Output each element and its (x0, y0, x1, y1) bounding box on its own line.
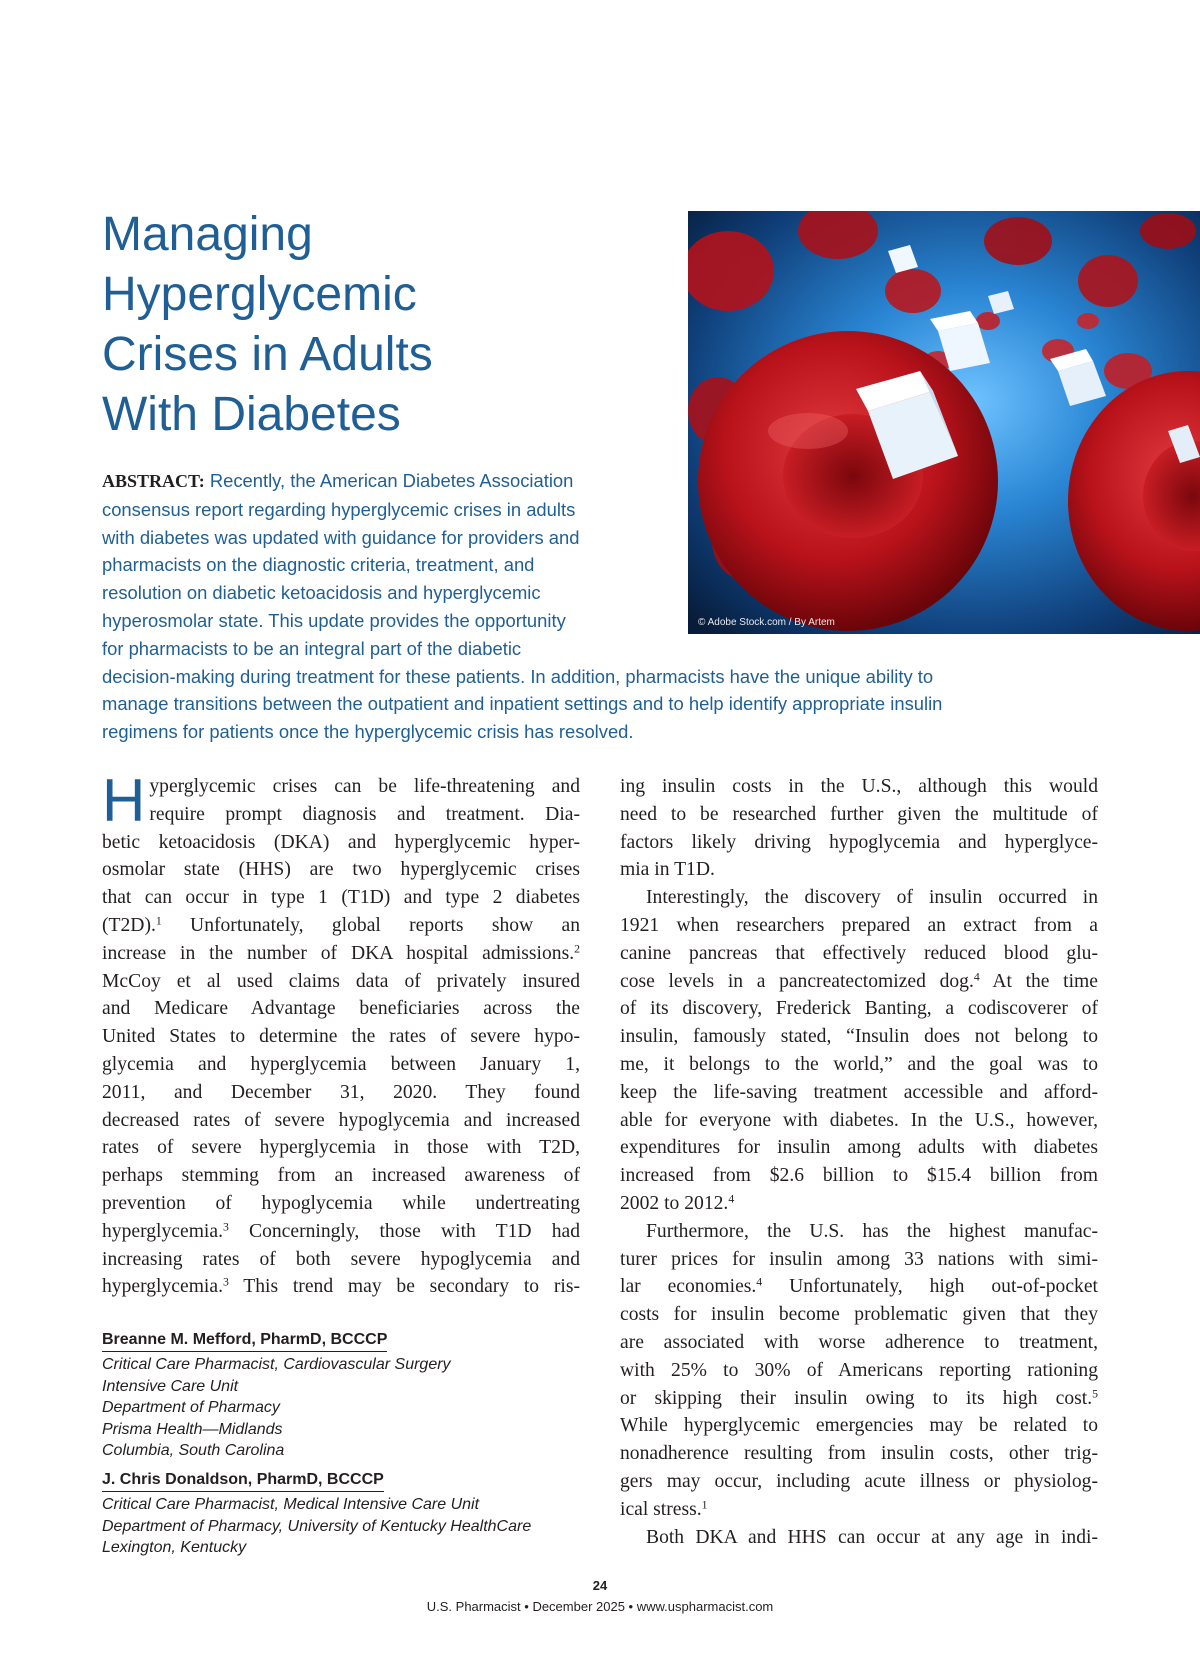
article-title (102, 205, 662, 445)
abstract-label: ABSTRACT: (102, 471, 205, 491)
citation: 4 (973, 970, 980, 984)
publication-footer: U.S. Pharmacist • December 2025 • www.uspharmacist.com (426, 1599, 774, 1614)
body-line: me, it belongs to the world,” and the goal was to (620, 1053, 1098, 1075)
body-line: factors likely driving hypoglycemia and hyperglyce- (620, 831, 1098, 853)
body-line: rates of severe hyperglycemia in those with T2D, (102, 1137, 580, 1159)
citation: 2 (574, 942, 580, 956)
citation: 4 (756, 1275, 763, 1289)
body-line: are associated with worse adherence to treatment, (620, 1331, 1098, 1353)
body-line: require prompt diagnosis and treatment. Dia- (149, 803, 580, 825)
title-line: Hyperglycemic (102, 268, 417, 321)
body-line: mia in T1D. (620, 859, 715, 881)
abstract-line: resolution on diabetic ketoacidosis and hyperglycemic (102, 582, 541, 604)
body-line: expenditures for insulin among adults with diabetes (620, 1137, 1098, 1159)
author-block-2 (102, 1470, 602, 1559)
body-line: perhaps stemming from an increased awareness of (102, 1165, 580, 1187)
abstract-line: consensus report regarding hyperglycemic crises in adults (102, 498, 576, 520)
citation: 3 (222, 1275, 229, 1289)
title-line: Crises in Adults (102, 328, 433, 381)
abstract-line: with diabetes was updated with guidance for providers and (102, 526, 580, 548)
body-line: of its discovery, Frederick Banting, a codiscoverer of (620, 998, 1098, 1020)
title-line: With Diabetes (102, 388, 401, 441)
body-line: osmolar state (HHS) are two hyperglycemic crises (102, 859, 580, 881)
body-column-left (102, 767, 580, 1301)
citation: 1 (701, 1498, 708, 1512)
author-name: Breanne M. Mefford, PharmD, BCCCP (102, 1330, 387, 1352)
body-line: Interestingly, the discovery of insulin occurred in (646, 887, 1098, 909)
body-line: ing insulin costs in the U.S., although this would (620, 776, 1098, 797)
body-line: (T2D).$^1$ Unfortunately, global reports show an (102, 914, 580, 936)
author-affiliation: Department of Pharmacy (102, 1399, 280, 1416)
abstract-line: hyperosmolar state. This update provides the opportunity (102, 609, 566, 631)
body-line: Both DKA and HHS can occur at any age in indi- (646, 1526, 1098, 1548)
page-number: 24 (592, 1578, 608, 1593)
image-credit: © Adobe Stock.com / By Artem (698, 617, 835, 628)
body-line: McCoy et al used claims data of privately insured (102, 970, 580, 992)
body-line: 2011, and December 31, 2020. They found (102, 1081, 580, 1103)
body-line: nonadherence resulting from insulin costs, other trig- (620, 1443, 1098, 1465)
body-line: need to be researched further given the multitude of (620, 803, 1098, 825)
body-column-right (620, 773, 1098, 1551)
citation: 5 (1092, 1387, 1098, 1401)
body-line: betic ketoacidosis (DKA) and hyperglycemic hyper- (102, 831, 580, 853)
body-line: decreased rates of severe hypoglycemia and increased (102, 1109, 580, 1131)
author-affiliation: Lexington, Kentucky (102, 1539, 247, 1556)
title-line: Managing (102, 208, 313, 261)
body-line: gers may occur, including acute illness or physiolog- (620, 1470, 1098, 1492)
abstract-line: for pharmacists to be an integral part of the diabetic (102, 637, 522, 659)
abstract-line: ABSTRACT: Recently, the American Diabetes Association (102, 470, 574, 491)
citation: 3 (222, 1220, 229, 1234)
body-line: ical stress.$^1$ (620, 1498, 708, 1520)
body-line: keep the life-saving treatment accessible and afford- (620, 1081, 1098, 1103)
author-affiliation: Critical Care Pharmacist, Cardiovascular Surgery (102, 1356, 451, 1373)
citation: 4 (728, 1192, 735, 1206)
abstract-line: regimens for patients once the hyperglycemic crisis has resolved. (102, 721, 634, 743)
drop-cap: H (102, 767, 146, 834)
author-name: J. Chris Donaldson, PharmD, BCCCP (102, 1470, 384, 1492)
abstract-line: decision-making during treatment for these patients. In addition, pharmacists have the unique ability to (102, 665, 934, 687)
body-line: glycemia and hyperglycemia between January 1, (102, 1053, 580, 1075)
body-line: prevention of hypoglycemia while undertreating (102, 1192, 580, 1214)
abstract-line: pharmacists on the diagnostic criteria, treatment, and (102, 554, 535, 576)
author-affiliation: Prisma Health—Midlands (102, 1420, 283, 1438)
body-line: with 25% to 30% of Americans reporting rationing (620, 1359, 1098, 1381)
body-line: lar economies.$^4$ Unfortunately, high out-of-pocket (620, 1275, 1098, 1298)
abstract-line: manage transitions between the outpatient and inpatient settings and to help identify appropriate insulin (102, 693, 943, 715)
author-affiliation: Intensive Care Unit (102, 1377, 239, 1395)
author-affiliation: Department of Pharmacy, University of Kentucky HealthCare (102, 1517, 532, 1535)
body-line: increasing rates of both severe hypoglycemia and (102, 1248, 580, 1270)
body-line: or skipping their insulin owing to its high cost.$^5$ (620, 1387, 1098, 1409)
body-line: United States to determine the rates of severe hypo- (102, 1026, 580, 1048)
body-line: insulin, famously stated, “Insulin does not belong to (620, 1026, 1098, 1048)
body-line: 2002 to 2012.$^4$ (620, 1192, 735, 1214)
body-line: While hyperglycemic emergencies may be related to (620, 1415, 1098, 1437)
body-line: hyperglycemia.$^3$ This trend may be secondary to ris- (102, 1275, 580, 1298)
citation: 1 (155, 914, 162, 928)
author-affiliation: Critical Care Pharmacist, Medical Intensive Care Unit (102, 1496, 480, 1513)
body-line: hyperglycemia.$^3$ Concerningly, those with T1D had (102, 1220, 580, 1242)
abstract (102, 467, 1077, 746)
body-line: Furthermore, the U.S. has the highest manufac- (646, 1220, 1098, 1242)
body-line: that can occur in type 1 (T1D) and type 2 diabetes (102, 887, 580, 909)
body-line: costs for insulin become problematic given that they (620, 1304, 1098, 1326)
author-block-1 (102, 1330, 602, 1462)
body-line: increase in the number of DKA hospital admissions.$^2$ (102, 942, 580, 964)
body-line: 1921 when researchers prepared an extract from a (620, 914, 1098, 936)
body-line: increased from $2.6 billion to $15.4 billion from (620, 1165, 1098, 1187)
body-line: turer prices for insulin among 33 nations with simi- (620, 1248, 1098, 1270)
body-line: canine pancreas that effectively reduced blood glu- (620, 942, 1098, 964)
body-line: cose levels in a pancreatectomized dog.$^4$ At the time (620, 970, 1098, 992)
body-line: and Medicare Advantage beneficiaries across the (102, 998, 580, 1020)
author-affiliation: Columbia, South Carolina (102, 1442, 285, 1459)
body-line: able for everyone with diabetes. In the U.S., however, (620, 1109, 1098, 1131)
body-line: yperglycemic crises can be life-threatening and (149, 776, 580, 797)
